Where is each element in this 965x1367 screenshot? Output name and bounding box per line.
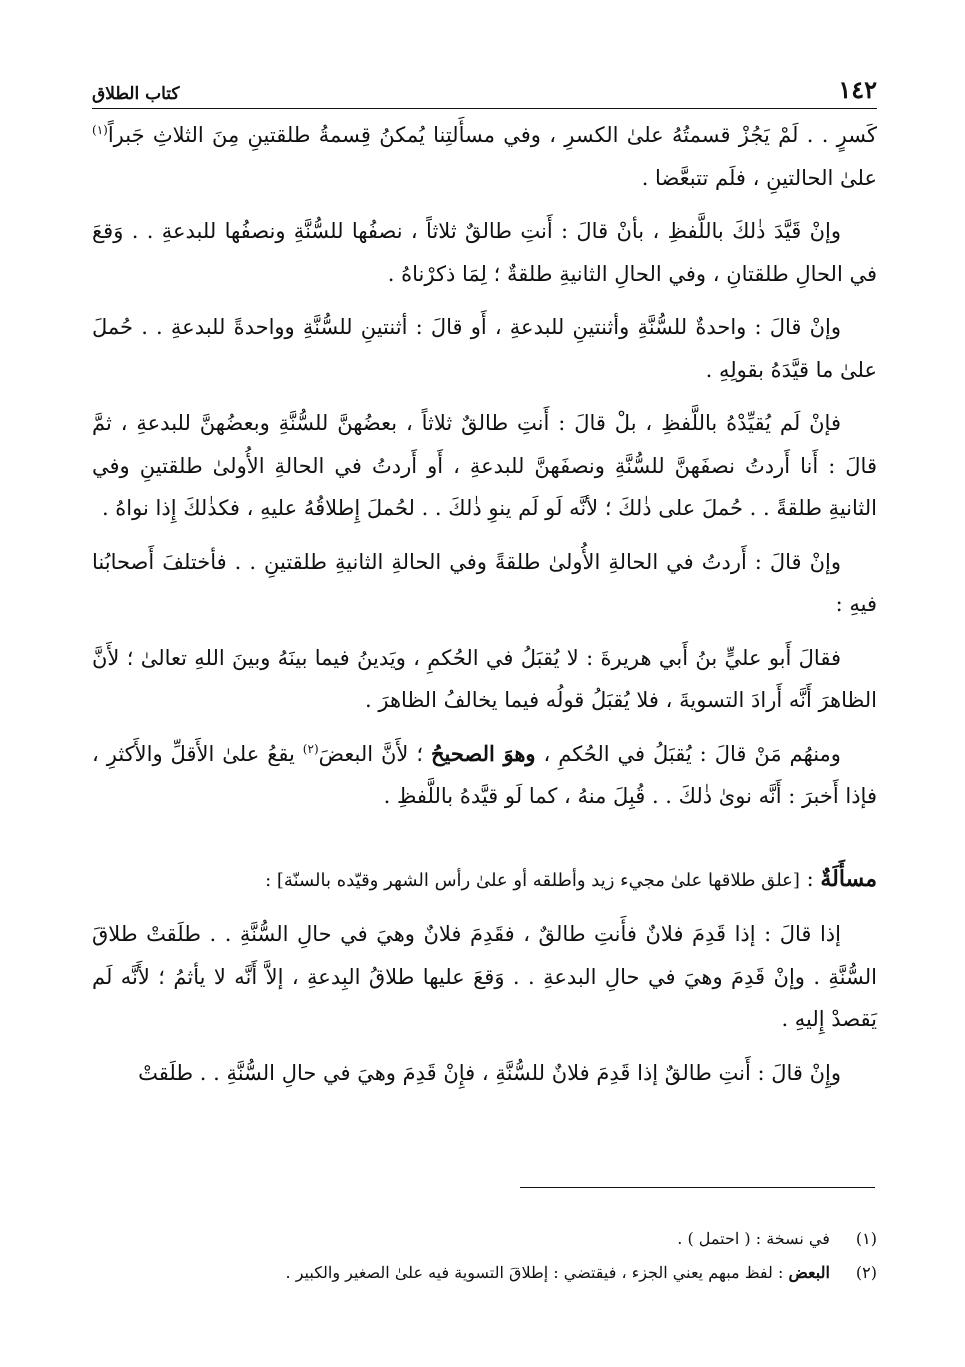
footnote-rule — [520, 1187, 875, 1188]
running-title: كتاب الطلاق — [92, 84, 180, 104]
footnote-text: في نسخة : ( احتمل ) . — [677, 1229, 830, 1248]
masala-label: مسأَلَةٌ — [820, 865, 877, 892]
paragraph — [92, 114, 877, 199]
paragraph: وإنْ قالَ : أَردتُ في الحالةِ الأُولىٰ طلقةً وفي الحالةِ الثانيةِ طلقتينِ . . فأختلفَ أَصحابُنا فيهِ : — [92, 549, 877, 616]
footnote — [92, 1222, 877, 1256]
footnote-ref: (١) — [92, 123, 108, 137]
paragraph: فإنْ لَم يُقيِّدْهُ باللَّفظِ ، بلْ قالَ : أَنتِ طالقٌ ثلاثاً ، بعضُهنَّ للسُّنَّةِ وبعضُهنَّ للبدعةِ ، ثمَّ قالَ : أَنا أَردتُ نصفَهنَّ للسُّنَّةِ ونصفَهنَّ للبدعةِ ، أَو أَردتُ في الحالةِ الأُولىٰ طلقتينِ وفي الثانيةِ طلقةً . . حُملَ على ذٰلكَ ؛ لأنَّه لَو لَم ينوِ ذٰلكَ . . لحُملَ إِطلاقُهُ عليهِ ، فكذٰلكَ إِذا نواهُ . — [92, 411, 877, 520]
paragraph-text: ؛ لأَنَّ البعضَ — [318, 741, 424, 766]
footnote-number: (٢) — [855, 1263, 877, 1282]
footnote-text: : لفظ مبهم يعني الجزء ، فيقتضي : إطلاقَ التسوية فيه علىٰ الصغير والكبير . — [285, 1263, 784, 1282]
footnotes — [92, 1222, 877, 1290]
paragraph: وإنْ قَيَّدَ ذٰلكَ باللَّفظِ ، بأنْ قالَ : أَنتِ طالقٌ ثلاثاً ، نصفُها للسُّنَّةِ ونصفُها للبدعةِ . . وَقعَ في الحالِ طلقتانِ ، وفي الحالِ الثانيةِ طلقةٌ ؛ لِمَا ذكرْناهُ . — [92, 219, 877, 286]
paragraph: فقالَ أَبو عليٍّ بنُ أَبي هريرةَ : لا يُقبَلُ في الحُكمِ ، ويَدينُ فيما بينَهُ وبينَ اللهِ تعالىٰ ؛ لأَنَّ الظاهرَ أَنَّه أَرادَ التسويةَ ، فلا يُقبَلُ قولُه فيما يخالفُ الظاهرَ . — [92, 645, 877, 712]
paragraph: وإنْ قالَ : واحدةٌ للسُّنَّةِ وأثنتينِ للبدعةِ ، أَو قالَ : أثنتينِ للسُّنَّةِ وواحدةً للبدعةِ . . حُملَ علىٰ ما قيَّدَهُ بقولِهِ . — [92, 315, 877, 382]
bold-phrase: وهوَ الصحيحُ — [430, 740, 536, 766]
footnote-number: (١) — [855, 1229, 877, 1248]
paragraph — [92, 733, 877, 818]
paragraph-text: يقعُ علىٰ الأَقلِّ والأَكثرِ ، فإذا أَخبرَ : أَنَّه نوىٰ ذٰلكَ . . قُبِلَ منهُ ، كما لَو قيَّدهُ باللَّفظِ . — [92, 741, 877, 808]
paragraph: وإِنْ قالَ : أَنتِ طالقٌ إذا قَدِمَ فلانٌ للسُّنَّةِ ، فإِنْ قَدِمَ وهيَ في حالِ السُّنَّةِ . . طلَقتْ — [138, 1060, 841, 1085]
paragraph: إذا قالَ : إذا قَدِمَ فلانٌ فأَنتِ طالقٌ ، فقَدِمَ فلانٌ وهيَ في حالِ السُّنَّةِ . . طلَقتْ طلاقَ السُّنَّةِ . وإنْ قَدِمَ وهيَ في حالِ البدعةِ . . وَقعَ عليها طلاقُ البِدعةِ ، إلاَّ أَنَّه لا يأثمُ ؛ لأَنَّه لَم يَقصدْ إِليهِ . — [92, 922, 877, 1031]
paragraph-text: ومنهُم مَنْ قالَ : يُقبَلُ في الحُكمِ ، — [543, 741, 841, 766]
footnote-term: البعض — [788, 1263, 830, 1282]
footnote — [92, 1256, 877, 1290]
page-header — [92, 70, 877, 104]
main-text — [92, 114, 877, 1105]
masala-heading — [92, 858, 877, 903]
paragraph-text: كَسرٍ . . لَمْ يَجُزْ قسمتُهُ علىٰ الكسرِ ، وفي مسأَلتِنا يُمكنُ قِسمةُ طلقتينِ مِنَ الثلاثِ جَبراً — [107, 123, 877, 147]
masala-title: [علق طلاقها علىٰ مجيء زيد وأطلقه أو علىٰ رأس الشهر وقيّده بالسنّة] : — [265, 869, 800, 891]
page-number: ١٤٢ — [838, 75, 877, 104]
paragraph-text: علىٰ الحالتينِ ، فلَم تتبعَّضا . — [641, 165, 877, 190]
footnote-ref: (٢) — [302, 741, 319, 756]
masala-colon: : — [806, 866, 814, 891]
header-rule — [92, 108, 877, 109]
